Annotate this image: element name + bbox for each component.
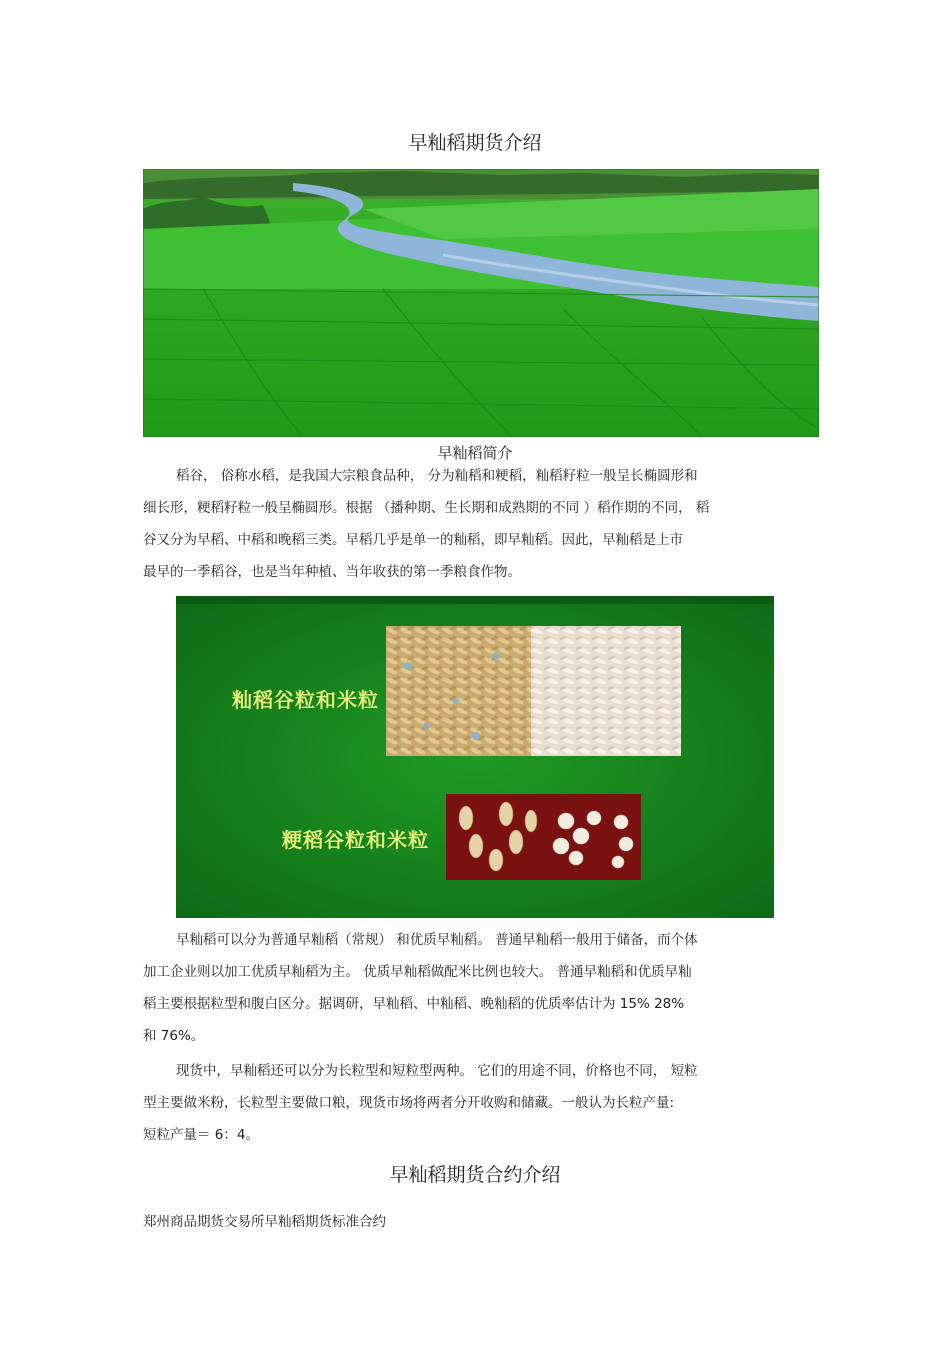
- rice-paddy-photo: [143, 169, 819, 437]
- paragraph-line: 细长形，粳稻籽粒一般呈椭圆形。根据 （播种期、生长期和成熟期的不同 ）稻作期的不同， 稻: [143, 500, 710, 516]
- paragraph-classification: [143, 924, 813, 1052]
- rice-grain-comparison-image: [176, 596, 774, 918]
- section-caption-intro: 早籼稻简介: [437, 444, 513, 462]
- paragraph-line: 现货中，早籼稻还可以分为长粒型和短粒型两种。 它们的用途不同，价格也不同， 短粒: [176, 1063, 698, 1079]
- paragraph-line: 最早的一季稻谷，也是当年种植、当年收获的第一季粮食作物。: [143, 564, 521, 580]
- document-title: 早籼稻期货介绍: [408, 132, 542, 154]
- indica-label: 籼稻谷粒和米粒: [232, 688, 379, 712]
- japonica-label: 粳稻谷粒和米粒: [282, 828, 429, 852]
- paragraph-intro: [143, 460, 813, 588]
- paragraph-line: 短粒产量＝ 6：4。: [143, 1127, 259, 1143]
- paragraph-line: 稻谷， 俗称水稻，是我国大宗粮食品种， 分为籼稻和粳稻，籼稻籽粒一般呈长椭圆形和: [176, 468, 698, 484]
- paragraph-line: 型主要做米粉，长粒型主要做口粮，现货市场将两者分开收购和储藏。一般认为长粒产量:: [143, 1095, 675, 1111]
- paragraph-line: 和 76%。: [143, 1028, 205, 1044]
- paragraph-line: 谷又分为早稻、中稻和晚稻三类。早稻几乎是单一的籼稻，即早籼稻。因此，早籼稻是上市: [143, 532, 683, 548]
- section-title-contract: 早籼稻期货合约介绍: [389, 1164, 561, 1186]
- paragraph-line: 加工企业则以加工优质早籼稻为主。 优质早籼稻做配米比例也较大。 普通早籼稻和优质早籼: [143, 964, 692, 980]
- paragraph-line: 早籼稻可以分为普通早籼稻（常规） 和优质早籼稻。 普通早籼稻一般用于储备，而个体: [176, 932, 698, 948]
- paragraph-spot-market: [143, 1055, 813, 1151]
- paragraph-line: 稻主要根据粒型和腹白区分。据调研，早籼稻、中籼稻、晚籼稻的优质率估计为 15% 28%: [143, 996, 685, 1012]
- contract-subtitle: 郑州商品期货交易所早籼稻期货标准合约: [143, 1214, 386, 1230]
